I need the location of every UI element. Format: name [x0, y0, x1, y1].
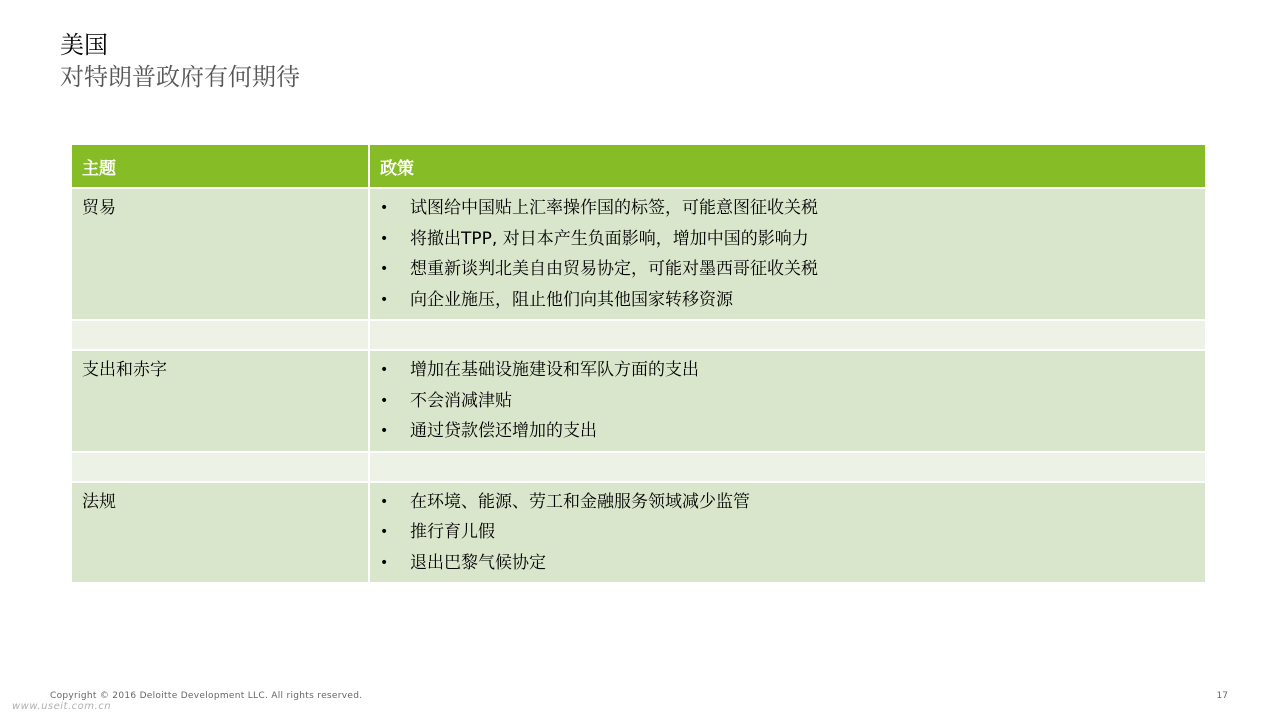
header-topic: 主题 [72, 145, 369, 188]
bullet-icon: • [380, 362, 389, 378]
policy-cell [369, 482, 1205, 584]
topic-label: 支出和赤字 [82, 360, 167, 380]
table-row-spending [72, 350, 1205, 452]
policy-item-text: 不会消减津贴 [410, 390, 512, 411]
policy-table [72, 145, 1205, 584]
policy-item [380, 224, 1205, 255]
table-spacer-row [72, 452, 1205, 482]
topic-label: 贸易 [82, 198, 116, 218]
bullet-icon: • [380, 493, 389, 510]
table-header-row [72, 145, 1205, 188]
policy-item [380, 517, 1205, 548]
spacer-cell [72, 452, 369, 482]
copyright-notice: Copyright © 2016 Deloitte Development LLC. All rights reserved. [50, 691, 363, 701]
policy-item [380, 386, 1205, 417]
bullet-icon: • [380, 230, 389, 247]
spacer-cell [72, 320, 369, 350]
policy-item-text: 试图给中国贴上汇率操作国的标签，可能意图征收关税 [410, 198, 818, 218]
policy-cell [369, 188, 1205, 320]
policy-item [380, 416, 1205, 447]
bullet-icon: • [380, 261, 389, 277]
policy-item [380, 548, 1205, 579]
policy-item-text: 想重新谈判北美自由贸易协定，可能对墨西哥征收关税 [410, 259, 818, 279]
policy-item [380, 487, 1205, 518]
topic-cell [72, 188, 369, 320]
policy-item-text: 增加在基础设施建设和军队方面的支出 [410, 360, 699, 380]
table-spacer-row [72, 320, 1205, 350]
policy-item-text: 通过贷款偿还增加的支出 [410, 421, 597, 441]
policy-item [380, 355, 1205, 386]
policy-list [380, 355, 1205, 447]
slide-title: 美国 [60, 31, 108, 59]
table-row-trade [72, 188, 1205, 320]
bullet-icon: • [380, 392, 389, 409]
topic-cell [72, 350, 369, 452]
policy-item-text: 推行育儿假 [410, 522, 495, 542]
policy-item-text: 在环境、能源、劳工和金融服务领域减少监管 [410, 491, 750, 512]
policy-cell [369, 350, 1205, 452]
table-row-regulation [72, 482, 1205, 584]
bullet-icon: • [380, 524, 389, 540]
header-policy: 政策 [369, 145, 1205, 188]
topic-cell [72, 482, 369, 584]
bullet-icon: • [380, 291, 389, 308]
bullet-icon: • [380, 200, 389, 216]
policy-item [380, 254, 1205, 285]
topic-label: 法规 [82, 491, 116, 512]
spacer-cell [369, 320, 1205, 350]
policy-item-text: 将撤出TPP, 对日本产生负面影响，增加中国的影响力 [410, 228, 809, 249]
policy-list [380, 487, 1205, 579]
slide-subtitle: 对特朗普政府有何期待 [60, 63, 300, 91]
page-number: 17 [1216, 691, 1228, 701]
policy-item [380, 193, 1205, 224]
bullet-icon: • [380, 554, 389, 571]
policy-item-text: 退出巴黎气候协定 [410, 552, 546, 573]
policy-list [380, 193, 1205, 315]
watermark: www.useit.com.cn [12, 701, 112, 712]
spacer-cell [369, 452, 1205, 482]
bullet-icon: • [380, 423, 389, 439]
policy-item [380, 285, 1205, 316]
policy-item-text: 向企业施压，阻止他们向其他国家转移资源 [410, 289, 733, 310]
